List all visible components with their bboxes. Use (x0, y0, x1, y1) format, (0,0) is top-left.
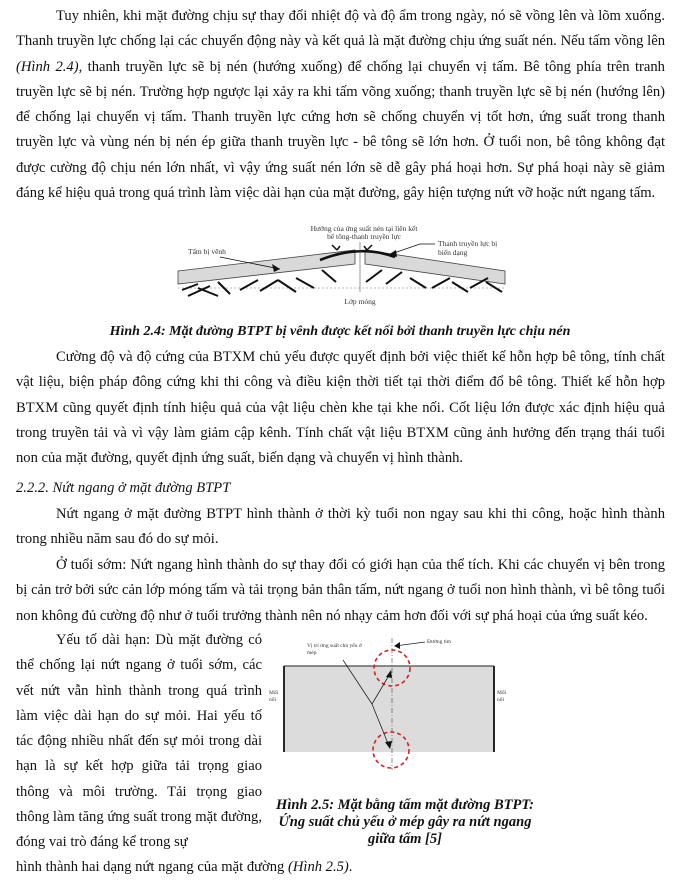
figure-2-5-caption (262, 797, 548, 848)
figure-2-4-caption: Hình 2.4: Mặt đường BTPT bị vênh được kết nối bởi thanh truyền lực chịu nén (109, 324, 571, 339)
stress-location-label-2: mép (307, 650, 317, 656)
section-heading: 2.2.2. Nứt ngang ở mặt đường BTPT (16, 480, 231, 496)
figure-2-5-caption-line-3: giữa tấm [5] (368, 831, 442, 847)
paragraph-1 (16, 4, 665, 206)
figure-2-5-caption-line-1: Hình 2.5: Mặt bằng tấm mặt đường BTPT: (276, 797, 534, 813)
paragraph-4: Ở tuổi sớm: Nứt ngang hình thành do sự thay đổi có giới hạn của thể tích. Khi các chuyển vị bên trong bị cản trở bởi sức cản lớp móng tấm và tải trọng bản thân tấm, nứt ngang ở tuổi non hình thành, vì bê tông tuổi non không đủ cường độ như ở tuổi trưởng thành nên nó nhạy cảm hơn đối với sự phá hoại của ứng suất kéo. (16, 557, 665, 624)
paragraph-1-text-a: Tuy nhiên, khi mặt đường chịu sự thay đổi nhiệt độ và độ ẩm trong ngày, nó sẽ vồng lên và lõm xuống. Thanh truyền lực chống lại các chuyển động này và kết quả là mặt đường chịu ứng suất nén. Nếu tấm vồng lên (16, 8, 665, 50)
paragraph-5-last-line (16, 855, 665, 880)
figure-2-5-caption-line-2: Ứng suất chủ yếu ở mép gây ra nứt ngang (278, 814, 532, 830)
paragraph-5-period: . (348, 859, 353, 875)
slab-plan-diagram (255, 630, 535, 780)
stress-direction-label-2: bê tông-thanh truyền lực (327, 232, 401, 241)
paragraph-1-text-b: , thanh truyền lực sẽ bị nén (hướng xuống) để chống lại chuyển vị tấm. Bê tông phía trên tranh truyền lực sẽ bị nén. Trường hợp ngược lại xảy ra khi tấm võng xuống; thanh truyền lực sẽ bị nén (hướng lên) để chống lại chuyển vị tấm. Thanh truyền lực cứng hơn sẽ chống chuyển vị tốt hơn, ứng suất trong thanh truyền lực và vùng nén bị nén ép giữa thanh truyền lực - bê tông sẽ lớn hơn. Ở tuổi non, bê tông không đạt được cường độ chịu nén lớn nhất, vì vậy ứng suất nén lớn sẽ dễ gây phá hoại hơn. Sự phá hoại này sẽ giảm đáng kể hiệu quả trong quá trình làm việc dài hạn của mặt đường, gây hiện tượng nứt vỡ hoặc nứt ngang tấm. (16, 58, 665, 202)
paragraph-5-column: Yếu tố dài hạn: Dù mặt đường có thể chống lại nứt ngang ở tuổi sớm, các vết nứt vẫn hình thành trong quá trình làm việc dài hạn do sự mỏi. Hai yếu tố tác động nhiều nhất đến sự mỏi trong dài hạn là sự kết hợp giữa tải trọng giao thông và môi trường. Tải trọng giao thông làm tăng ứng suất trong mặt đường, đóng vai trò đáng kể trong sự (16, 632, 262, 851)
warped-slab-label: Tấm bị vênh (188, 247, 226, 256)
figure-2-5-reference: (Hình 2.5) (287, 859, 349, 875)
paragraph-5-last-text: hình thành hai dạng nứt ngang của mặt đường (16, 859, 288, 875)
warped-slab-diagram (170, 222, 510, 312)
figure-2-4 (170, 222, 510, 312)
stress-location-label: Vị trí ứng suất chủ yếu ở (307, 643, 362, 649)
joint-right-label: Mối (497, 690, 507, 696)
paragraph-2: Cường độ và độ cứng của BTXM chủ yếu được quyết định bởi việc thiết kế hỗn hợp bê tông, tính chất vật liệu, biện pháp đông cứng khi thi công và điều kiện thời tiết tại thời điểm đổ bê tông. Thiết kế hỗn hợp BTXM cũng quyết định tính hiệu quả của vật liệu chèn khe tại khe nối. Cốt liệu lớn được xác định hiệu quả trong truyền tải và vì vậy làm giảm cập kênh. Tính chất vật liệu BTXM cũng ảnh hưởng đến trạng thái tuổi non của mặt đường, quyết định ứng suất, biến dạng và chuyển vị hình thành. (16, 349, 665, 467)
base-layer-label: Lớp móng (344, 297, 376, 306)
paragraph-3: Nứt ngang ở mặt đường BTPT hình thành ở thời kỳ tuổi non ngay sau khi thi công, hoặc hình thành trong nhiều năm sau đó do sự mỏi. (16, 506, 665, 548)
joint-left-label-2: nối (269, 697, 277, 703)
centerline-label: Đường tim (427, 639, 452, 645)
joint-left-label: Mối (269, 690, 279, 696)
stress-direction-label: Hướng của ứng suất nén tại liên kết (310, 224, 418, 233)
joint-right-label-2: nối (497, 697, 505, 703)
dowel-bar-label-2: biến dạng (438, 248, 468, 257)
figure-2-4-reference: (Hình 2.4) (16, 58, 79, 75)
dowel-bar-label: Thanh truyền lực bị (438, 239, 498, 248)
figure-2-5 (255, 630, 535, 780)
